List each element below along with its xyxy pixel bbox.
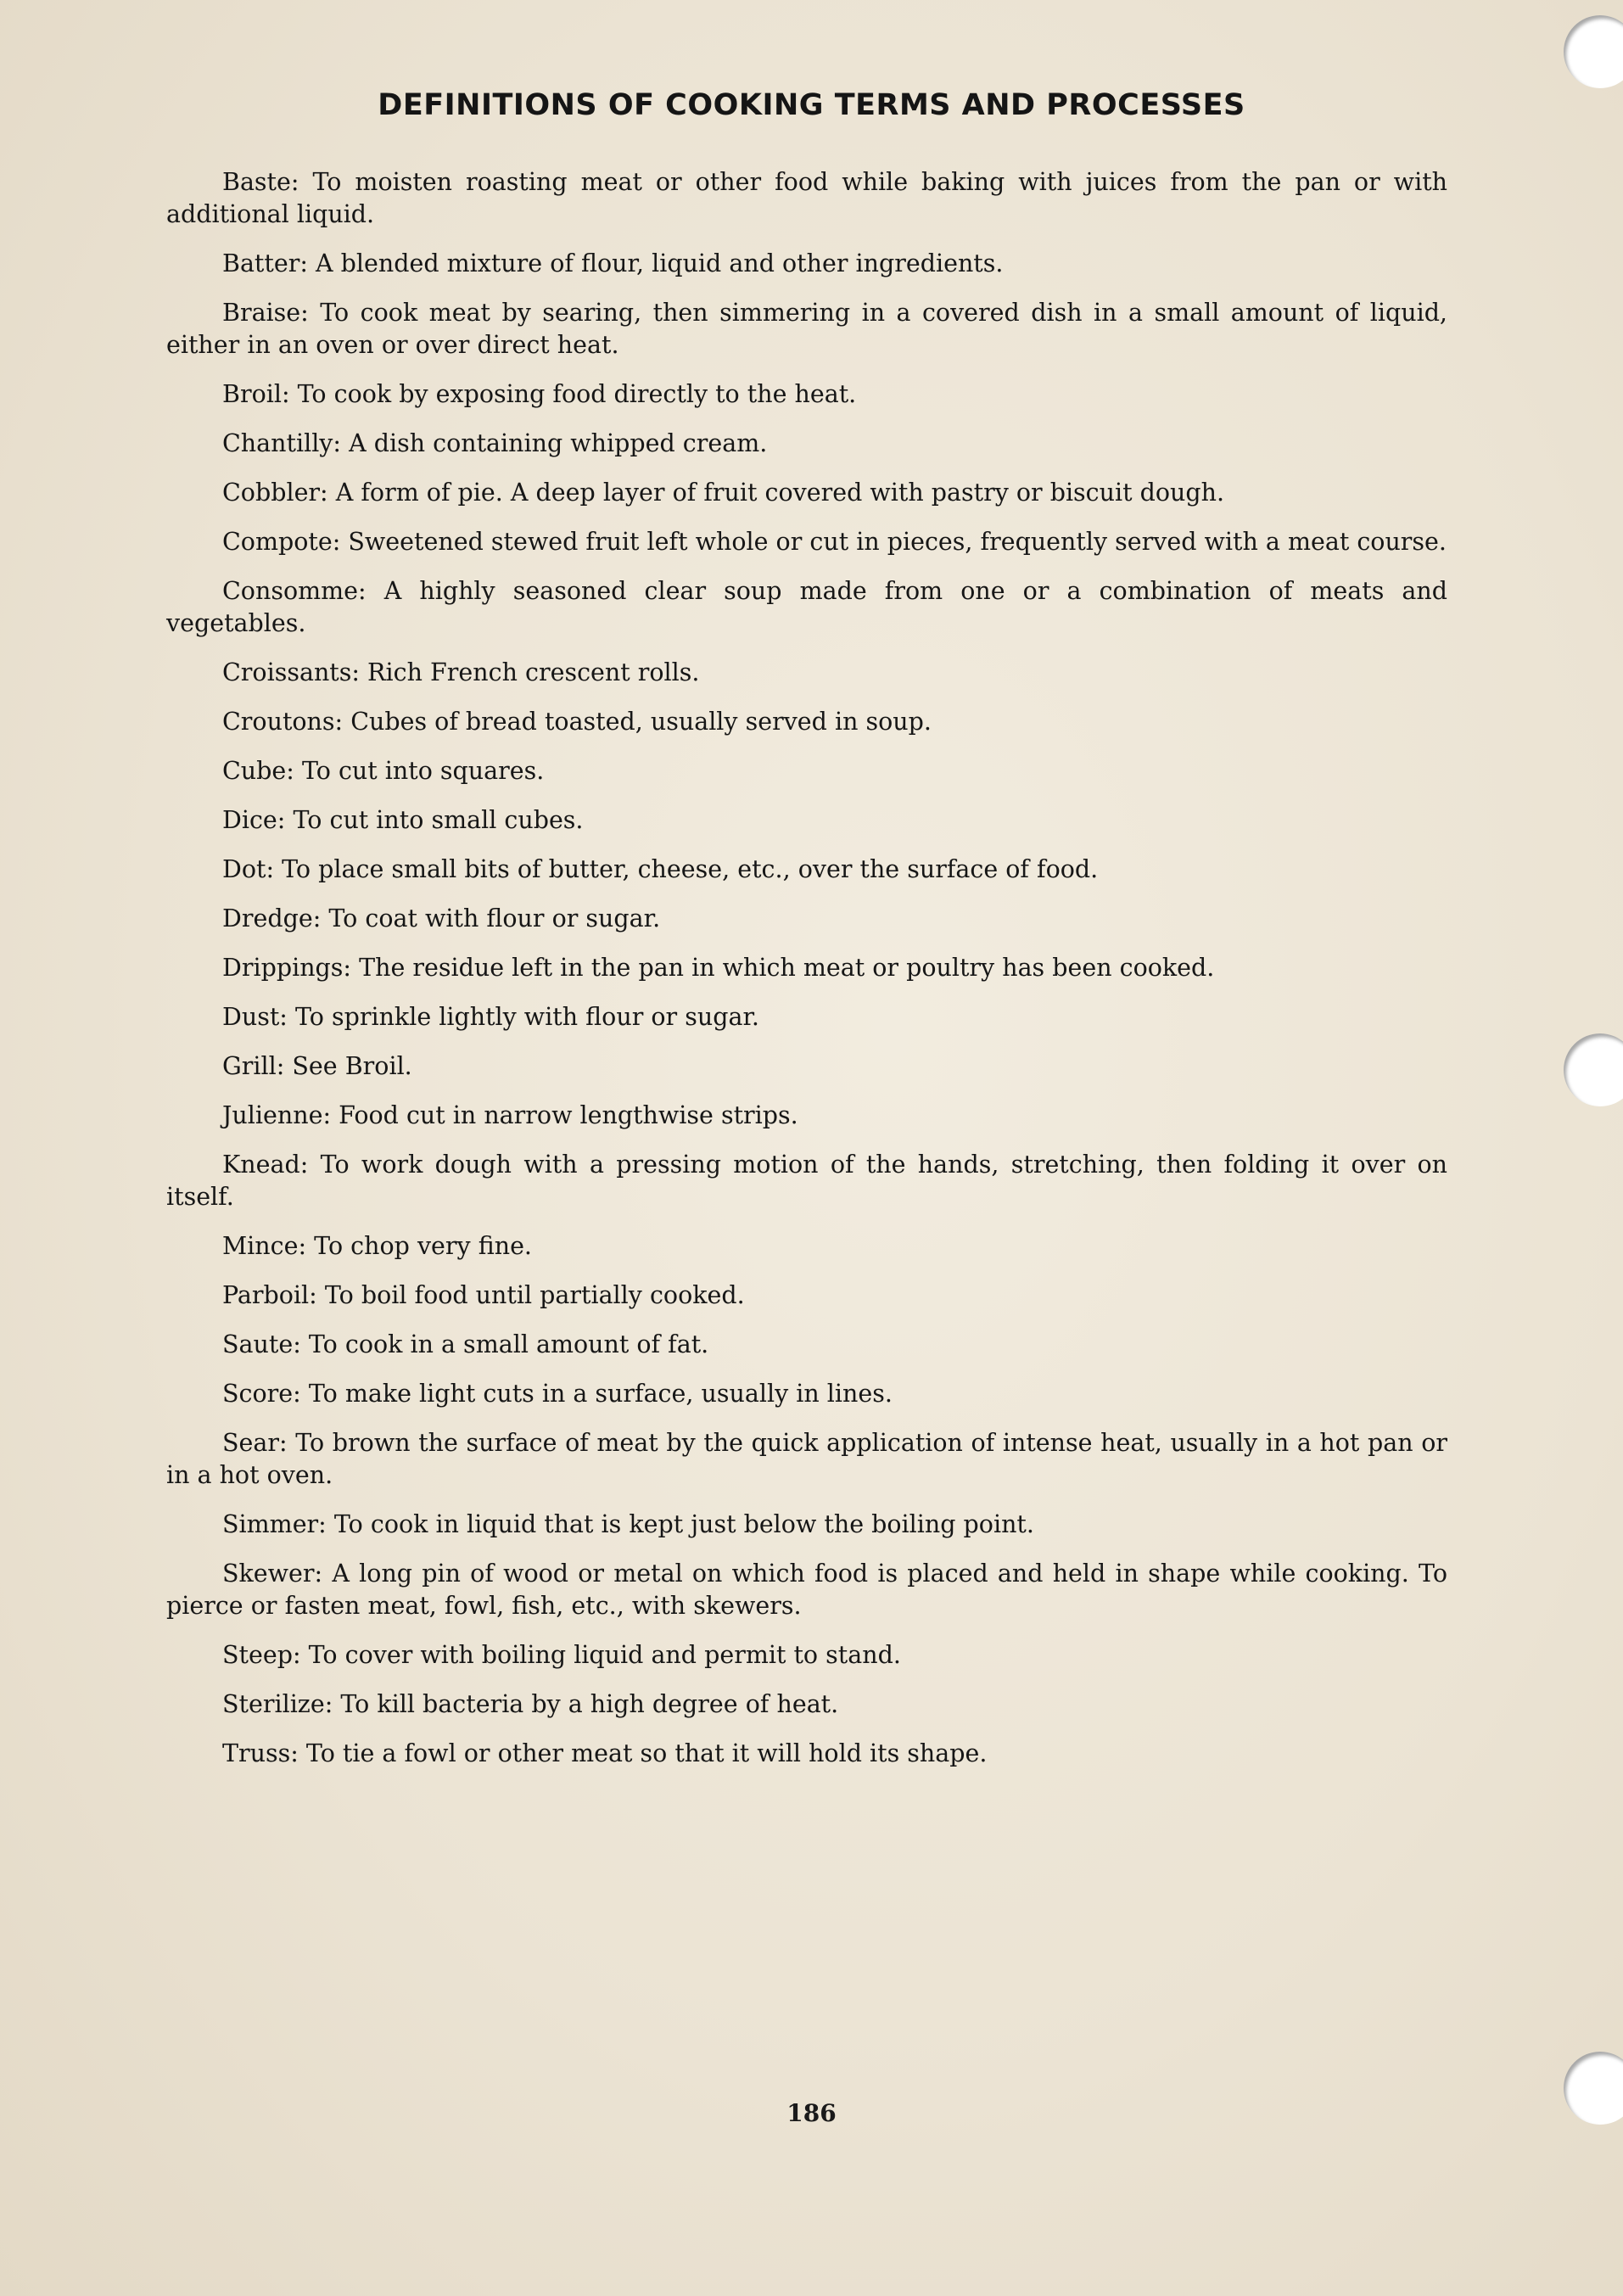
term-word: Mince: <box>222 1232 307 1260</box>
term-word: Batter: <box>222 249 308 277</box>
term-definition: Cubes of bread toasted, usually served in soup. <box>350 708 932 736</box>
term-entry <box>166 575 1447 640</box>
page-number: 186 <box>786 2099 837 2127</box>
term-word: Drippings: <box>222 954 352 982</box>
term-definition: A highly seasoned clear soup made from one or a combination of meats and vegetables. <box>166 577 1448 637</box>
term-word: Croutons: <box>222 708 344 736</box>
term-definition: To work dough with a pressing motion of the hands, stretching, then folding it over on itself. <box>166 1151 1448 1211</box>
term-definition: To sprinkle lightly with flour or sugar. <box>294 1003 759 1031</box>
term-definition: To cook in a small amount of fat. <box>308 1330 709 1358</box>
term-definition: To cook in liquid that is kept just below the boiling point. <box>333 1510 1034 1538</box>
term-word: Consomme: <box>222 577 367 605</box>
term-entry <box>166 526 1447 558</box>
term-entry <box>166 378 1447 411</box>
term-word: Parboil: <box>222 1281 317 1309</box>
term-definition: To cook meat by searing, then simmering in a covered dish in a small amount of liquid, either in an oven or over direct heat. <box>166 299 1447 359</box>
term-word: Compote: <box>222 528 341 556</box>
term-entry <box>166 657 1447 689</box>
term-definition: To cut into small cubes. <box>293 806 584 834</box>
term-definition: Food cut in narrow lengthwise strips. <box>339 1101 798 1129</box>
term-definition: A long pin of wood or metal on which food is placed and held in shape while cooking. To pierce or fasten meat, fowl, fish, etc., with skewers. <box>166 1560 1447 1620</box>
term-entry <box>166 1329 1447 1361</box>
term-entry <box>166 755 1447 787</box>
term-entry <box>166 706 1447 738</box>
term-entry <box>166 477 1447 509</box>
term-definition: To cut into squares. <box>301 757 545 785</box>
binder-hole-top <box>1564 15 1623 88</box>
term-definition: The residue left in the pan in which meat or poultry has been cooked. <box>359 954 1215 982</box>
term-word: Dredge: <box>222 904 322 932</box>
term-definition: A form of pie. A deep layer of fruit covered with pastry or biscuit dough. <box>335 479 1225 507</box>
page-title: DEFINITIONS OF COOKING TERMS AND PROCESSES <box>378 88 1245 122</box>
term-word: Sear: <box>222 1429 288 1457</box>
term-definition: A dish containing whipped cream. <box>349 429 768 457</box>
term-word: Score: <box>222 1380 301 1408</box>
term-entry <box>166 854 1447 886</box>
binder-hole-middle <box>1564 1033 1623 1106</box>
terms-list <box>166 166 1447 1787</box>
term-entry <box>166 1378 1447 1410</box>
term-word: Chantilly: <box>222 429 342 457</box>
term-entry <box>166 1639 1447 1672</box>
term-word: Sterilize: <box>222 1690 333 1718</box>
term-definition: See Broil. <box>292 1052 412 1080</box>
term-entry <box>166 1509 1447 1541</box>
term-definition: To cover with boiling liquid and permit to stand. <box>308 1641 901 1669</box>
term-word: Julienne: <box>222 1101 332 1129</box>
term-definition: A blended mixture of flour, liquid and other ingredients. <box>316 249 1004 277</box>
term-word: Saute: <box>222 1330 301 1358</box>
term-word: Baste: <box>222 168 299 196</box>
term-entry <box>166 166 1447 231</box>
term-entry <box>166 1280 1447 1312</box>
term-word: Dot: <box>222 855 275 883</box>
term-word: Knead: <box>222 1151 309 1179</box>
term-word: Croissants: <box>222 658 360 686</box>
term-word: Skewer: <box>222 1560 323 1588</box>
term-word: Grill: <box>222 1052 285 1080</box>
term-entry <box>166 952 1447 984</box>
term-word: Braise: <box>222 299 309 327</box>
term-word: Cube: <box>222 757 294 785</box>
term-entry <box>166 1001 1447 1033</box>
term-entry <box>166 804 1447 837</box>
term-entry <box>166 248 1447 280</box>
term-definition: To chop very fine. <box>314 1232 532 1260</box>
term-entry <box>166 903 1447 935</box>
term-definition: To place small bits of butter, cheese, etc., over the surface of food. <box>282 855 1099 883</box>
term-entry <box>166 1558 1447 1622</box>
term-definition: To brown the surface of meat by the quick application of intense heat, usually in a hot pan or in a hot oven. <box>166 1429 1447 1489</box>
term-definition: To coat with flour or sugar. <box>328 904 661 932</box>
term-definition: To cook by exposing food directly to the heat. <box>297 380 857 408</box>
term-entry <box>166 1688 1447 1721</box>
term-word: Simmer: <box>222 1510 327 1538</box>
term-definition: Sweetened stewed fruit left whole or cut in pieces, frequently served with a meat course. <box>348 528 1447 556</box>
term-word: Dice: <box>222 806 286 834</box>
term-entry <box>166 1230 1447 1263</box>
term-word: Broil: <box>222 380 290 408</box>
term-entry <box>166 1738 1447 1770</box>
term-word: Cobbler: <box>222 479 328 507</box>
term-entry <box>166 428 1447 460</box>
term-entry <box>166 1149 1447 1213</box>
term-definition: To moisten roasting meat or other food while baking with juices from the pan or with additional liquid. <box>166 168 1448 228</box>
term-definition: To boil food until partially cooked. <box>324 1281 745 1309</box>
term-definition: To tie a fowl or other meat so that it will hold its shape. <box>305 1739 988 1767</box>
term-entry <box>166 297 1447 361</box>
term-word: Steep: <box>222 1641 301 1669</box>
term-definition: To kill bacteria by a high degree of heat. <box>340 1690 839 1718</box>
term-word: Truss: <box>222 1739 299 1767</box>
term-definition: To make light cuts in a surface, usually in lines. <box>308 1380 893 1408</box>
term-entry <box>166 1050 1447 1083</box>
term-entry <box>166 1427 1447 1492</box>
term-definition: Rich French crescent rolls. <box>367 658 700 686</box>
term-word: Dust: <box>222 1003 288 1031</box>
term-entry <box>166 1100 1447 1132</box>
